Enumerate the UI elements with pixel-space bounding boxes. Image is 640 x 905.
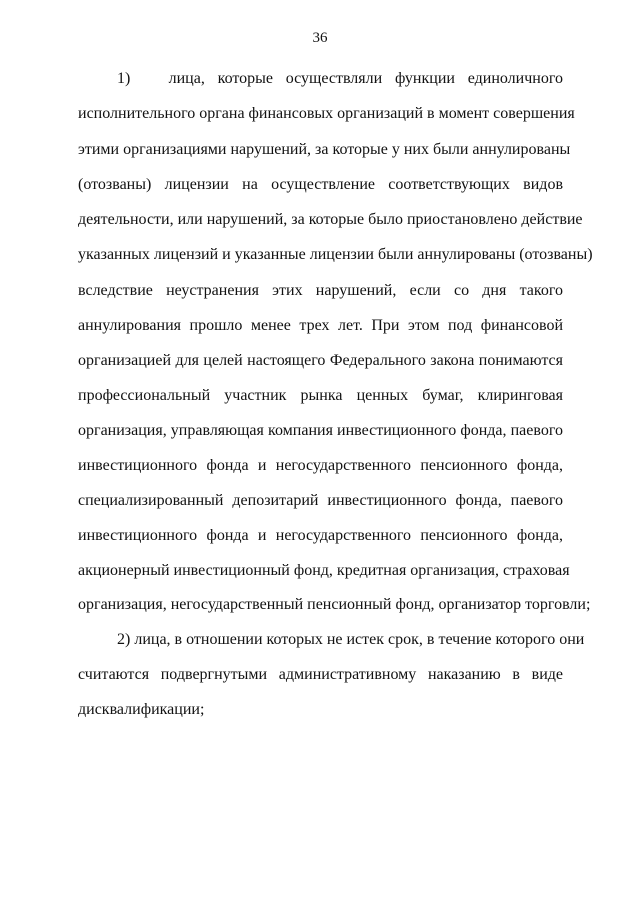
text-line: инвестиционного фонда и негосударственного пенсионного фонда, <box>78 527 563 544</box>
text-line: организацией для целей настоящего Федерального закона понимаются <box>78 352 563 369</box>
text-line: вследствие неустранения этих нарушений, если со дня такого <box>78 282 563 299</box>
page-number: 36 <box>312 30 328 46</box>
text-line: акционерный инвестиционный фонд, кредитная организация, страховая <box>78 562 570 579</box>
text-line: 1) лица, которые осуществляли функции единоличного <box>117 70 563 87</box>
text-line: организация, управляющая компания инвестиционного фонда, паевого <box>78 422 563 439</box>
text-line: указанных лицензий и указанные лицензии были аннулированы (отозваны) <box>78 246 593 263</box>
text-line: считаются подвергнутыми административному наказанию в виде <box>78 666 563 683</box>
text-line: аннулирования прошло менее трех лет. При этом под финансовой <box>78 317 563 334</box>
text-line: организация, негосударственный пенсионный фонд, организатор торговли; <box>78 596 591 613</box>
text-line: (отозваны) лицензии на осуществление соответствующих видов <box>78 176 563 193</box>
text-line: профессиональный участник рынка ценных бумаг, клиринговая <box>78 387 563 404</box>
text-line: специализированный депозитарий инвестиционного фонда, паевого <box>78 492 563 509</box>
text-line: этими организациями нарушений, за которые у них были аннулированы <box>78 141 571 158</box>
text-line: 2) лица, в отношении которых не истек срок, в течение которого они <box>117 631 585 648</box>
text-line: дисквалификации; <box>78 701 205 718</box>
text-line: исполнительного органа финансовых организаций в момент совершения <box>78 105 575 122</box>
text-line: деятельности, или нарушений, за которые было приостановлено действие <box>78 211 583 228</box>
text-line: инвестиционного фонда и негосударственного пенсионного фонда, <box>78 457 563 474</box>
